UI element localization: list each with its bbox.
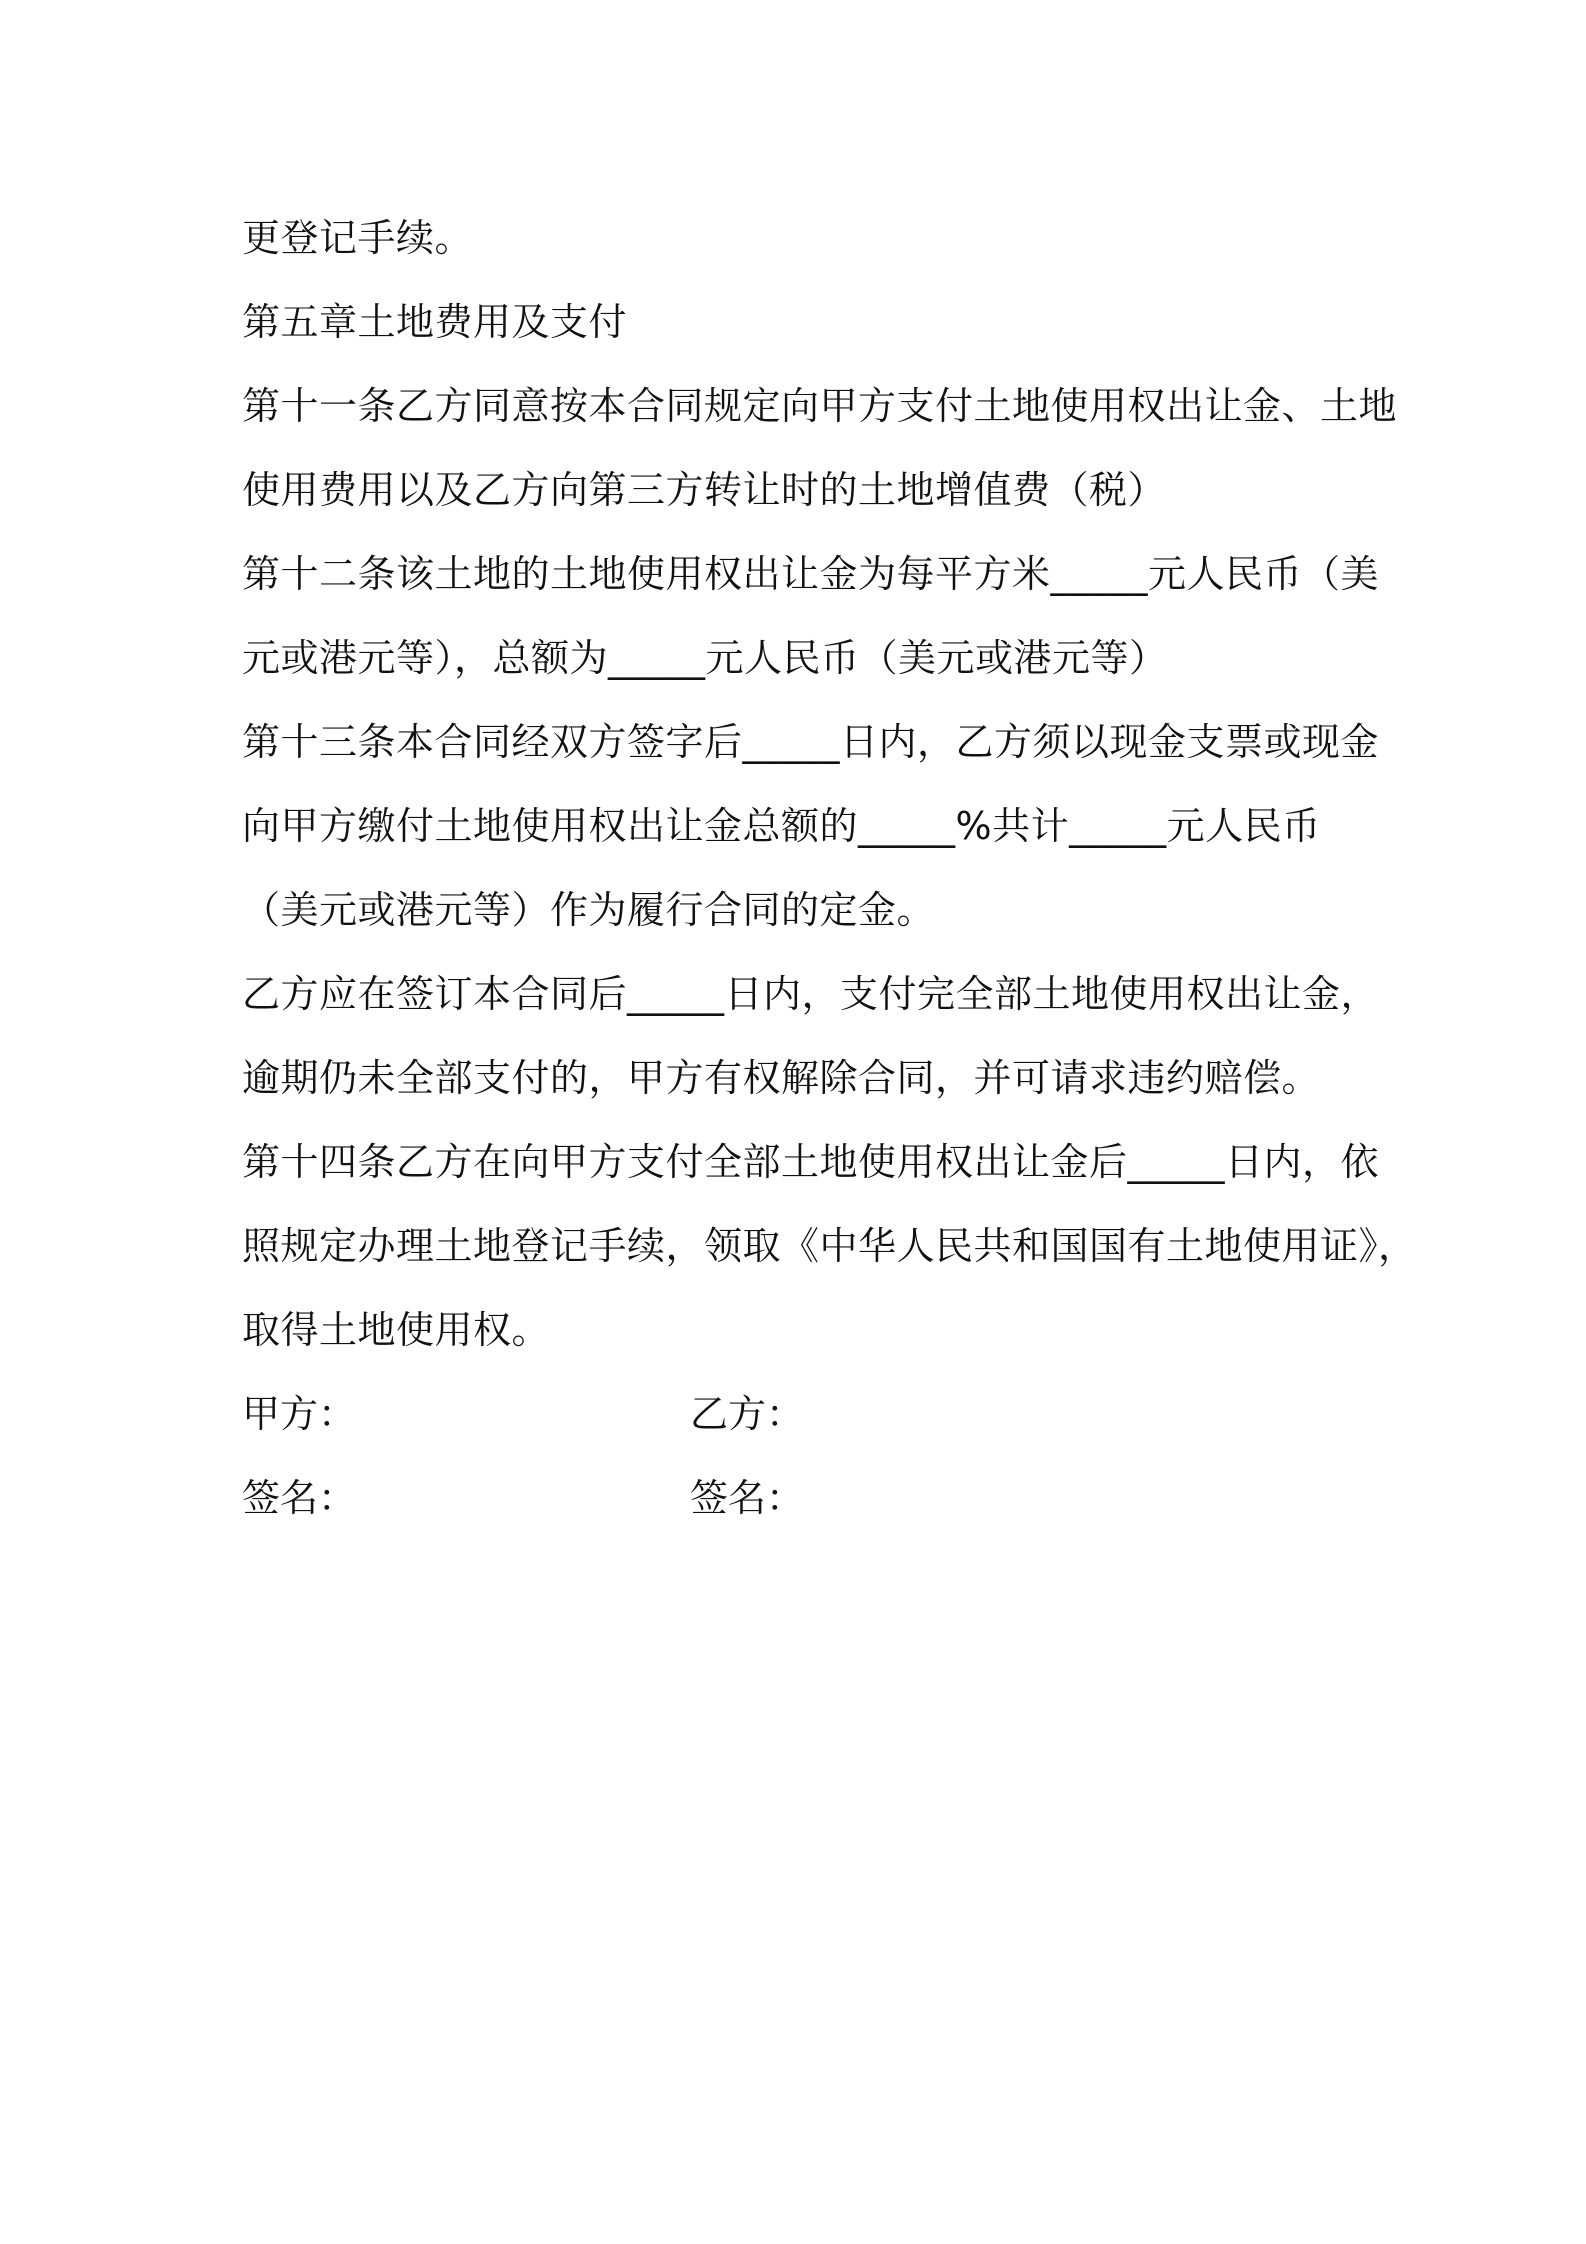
article-12-line-2: 元或港元等），总额为_____元人民币（美元或港元等） xyxy=(242,636,1168,680)
payment-clause-line-1: 乙方应在签订本合同后_____日内，支付完全部土地使用权出让金， xyxy=(242,972,1380,1016)
article-14-line-1: 第十四条乙方在向甲方支付全部土地使用权出让金后_____日内，依 xyxy=(242,1140,1380,1184)
article-13-line-3: （美元或港元等）作为履行合同的定金。 xyxy=(242,888,936,932)
article-11-line-2: 使用费用以及乙方向第三方转让时的土地增值费（税） xyxy=(242,468,1167,512)
party-a-label: 甲方： xyxy=(242,1392,357,1436)
article-13-line-2: 向甲方缴付土地使用权出让金总额的_____%共计_____元人民币 xyxy=(242,804,1321,848)
document-body xyxy=(242,196,1417,1540)
article-11-line-1: 第十一条乙方同意按本合同规定向甲方支付土地使用权出让金、土地 xyxy=(242,384,1398,428)
signature-a-label: 签名： xyxy=(242,1476,357,1520)
party-b-label: 乙方： xyxy=(690,1392,805,1436)
party-row xyxy=(242,1372,1372,1456)
article-14-line-2: 照规定办理土地登记手续，领取《中华人民共和国国有土地使用证》， xyxy=(242,1224,1417,1268)
article-13-line-1: 第十三条本合同经双方签字后_____日内，乙方须以现金支票或现金 xyxy=(242,720,1380,764)
paragraph-line-1: 更登记手续。 xyxy=(242,216,474,260)
signature-row xyxy=(242,1456,1372,1540)
signature-b-label: 签名： xyxy=(690,1476,805,1520)
article-14-line-3: 取得土地使用权。 xyxy=(242,1308,551,1352)
article-12-line-1: 第十二条该土地的土地使用权出让金为每平方米_____元人民币（美 xyxy=(242,552,1380,596)
chapter-heading: 第五章土地费用及支付 xyxy=(242,300,628,344)
payment-clause-line-2: 逾期仍未全部支付的，甲方有权解除合同，并可请求违约赔偿。 xyxy=(242,1056,1321,1100)
